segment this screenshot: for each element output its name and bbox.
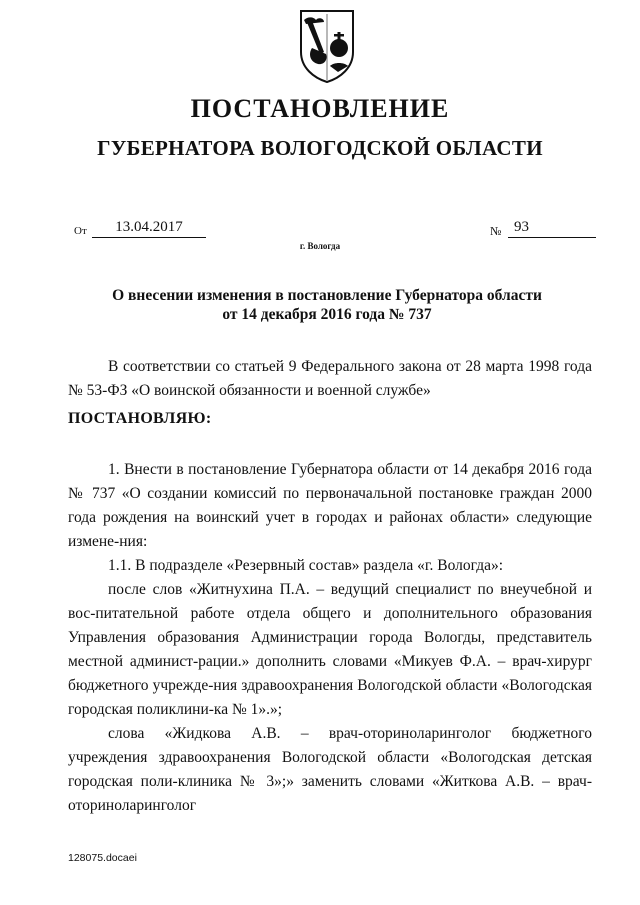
document-number: 93 [508,219,596,238]
subject-line-2: от 14 декабря 2016 года № 737 [222,306,432,323]
item-1-paragraph: 1. Внести в постановление Губернатора области от 14 декабря 2016 года № 737 «О создании комиссий по первоначальной постановке граждан 2000 года рождения на воинский учет в городах и районах области» следующие измене-ния: [68,461,592,550]
date-label: От [74,225,87,237]
document-body [68,458,592,818]
document-title: ПОСТАНОВЛЕНИЕ [190,94,450,123]
number-label: № [490,224,502,238]
after-words-paragraph: после слов «Житнухина П.А. – ведущий специалист по внеучебной и вос-питательной работе отдела общего и дополнительного образования Управления образования Администрации города Вологды, представитель местной админист-рации.» дополнить словами «Микуев Ф.А. – врач-хирург бюджетного учрежде-ния здравоохранения Вологодской области «Вологодская городская поликлини-ка № 1».»; [68,581,592,718]
document-date: 13.04.2017 [92,219,206,238]
coat-of-arms-icon [298,8,356,84]
preamble-text: В соответствии со статьей 9 Федерального закона от 28 марта 1998 года № 53-ФЗ «О воинской обязанности и военной службе» [68,358,592,399]
document-subject [60,286,594,324]
item-1-1-paragraph: 1.1. В подразделе «Резервный состав» раздела «г. Вологда»: [108,557,504,574]
preamble-paragraph [68,355,592,403]
city-label: г. Вологда [299,241,341,251]
subject-line-1: О внесении изменения в постановление Губернатора области [112,287,542,304]
decree-heading: ПОСТАНОВЛЯЮ: [68,410,212,427]
replace-words-paragraph: слова «Жидкова А.В. – врач-оториноларинголог бюджетного учреждения здравоохранения Вологодской области «Вологодская детская городская поли-клиника № 3»;» заменить словами «Житкова А.В. – врач-оториноларинголог [68,725,592,814]
footer-file-name: 128075.docaei [68,852,137,864]
date-number-row [66,219,592,241]
document-subtitle: ГУБЕРНАТОРА ВОЛОГОДСКОЙ ОБЛАСТИ [97,136,543,160]
